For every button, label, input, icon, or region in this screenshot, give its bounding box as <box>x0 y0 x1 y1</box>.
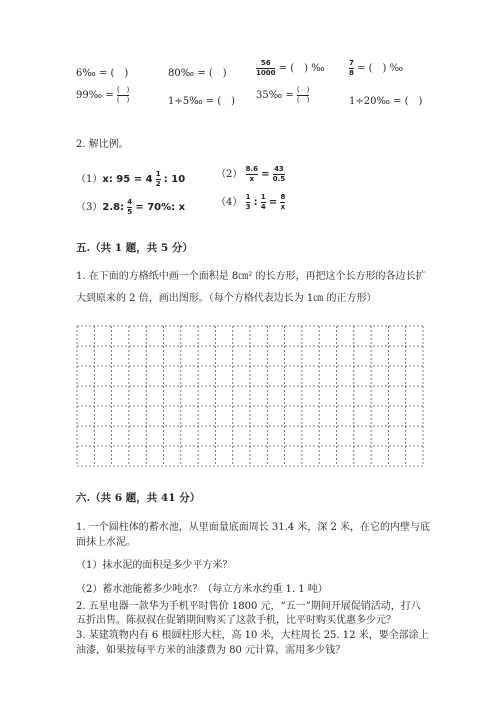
fraction: $\frac{( )}{( )}$ <box>116 86 130 104</box>
question-text: 五折出售。陈叔叔在促销期间购买了这款手机，比平时购买优惠多少元？ <box>76 615 396 626</box>
equation: （3）2.8: $\frac{4}{5}$ = 70%: x <box>76 198 186 216</box>
question-text: 2. 五星电器一款华为手机平时售价 1800 元，“五一”期间开展促销活动，打八 <box>76 601 421 612</box>
fraction: $\frac{1}{4}$ <box>260 193 266 211</box>
question-text: 1. 一个圆柱体的蓄水池，从里面量底面周长 31.4 米，深 2 米，在它的内壁与底 <box>76 522 431 533</box>
fraction: $\frac{( )}{( )}$ <box>296 86 310 104</box>
question-text: 大到原来的 2 倍，画出图形。（每个方格代表边长为 1㎝ 的正方形） <box>76 293 377 304</box>
equation: （1）x: 95 = 4 $\frac{1}{2}$ : 10 <box>76 170 186 188</box>
fraction: $\frac{1}{3}$ <box>245 193 251 211</box>
fraction: $\frac{4}{5}$ <box>127 198 133 216</box>
conversion-item: 6‰ = ( ) <box>76 68 129 79</box>
question-title: 2. 解比例。 <box>76 139 129 150</box>
fraction: $\frac{56}{1000}$ <box>256 59 276 77</box>
equation: （4） $\frac{1}{3}$ : $\frac{1}{4}$ = $\frac{8}{x}$ <box>216 193 286 211</box>
question-text: 油漆，如果按每平方米的油漆费为 80 元计算，需用多少钱？ <box>76 645 346 656</box>
question-text: 3. 某建筑物内有 6 根圆柱形大柱，高 10 米，大柱周长 25. 12 米，要全部涂上 <box>76 630 429 641</box>
fraction: $\frac{7}{8}$ <box>349 59 354 77</box>
conversion-item: 80‰ = ( ) <box>168 68 227 79</box>
fraction: $\frac{43}{0.5}$ <box>272 165 286 183</box>
equation: （2） $\frac{8.6}{x}$ = $\frac{43}{0.5}$ <box>216 165 286 183</box>
question-text: 1. 在下面的方格纸中画一个面积是 8㎝² 的长方形，再把这个长方形的各边长扩 <box>76 271 426 282</box>
conversion-item: 99‰ = $\frac{( )}{( )}$ <box>76 86 130 104</box>
fraction: $\frac{8}{x}$ <box>280 193 286 211</box>
sub-question: （2）蓄水池能蓄多少吨水？（每立方米水约重 1. 1 吨） <box>76 584 328 595</box>
conversion-item: $\frac{56}{1000}$ = ( ) ‰ <box>256 59 325 77</box>
grid-paper[interactable] <box>76 325 424 467</box>
conversion-item: $\frac{7}{8}$ = ( ) ‰ <box>349 59 404 77</box>
section-title: 五.（共 1 题，共 5 分） <box>76 242 193 254</box>
conversion-item: 1÷5‰ = ( ) <box>168 96 236 107</box>
fraction: $\frac{8.6}{x}$ <box>245 165 258 183</box>
section-title: 六.（共 6 题，共 41 分） <box>76 492 201 504</box>
sub-question: （1）抹水泥的面积是多少平方米？ <box>76 560 233 571</box>
conversion-item: 35‰ = $\frac{( )}{( )}$ <box>256 86 310 104</box>
fraction: $\frac{1}{2}$ <box>155 170 161 188</box>
conversion-item: 1÷20‰ = ( ) <box>349 96 423 107</box>
question-text: 面抹上水泥。 <box>76 537 136 548</box>
